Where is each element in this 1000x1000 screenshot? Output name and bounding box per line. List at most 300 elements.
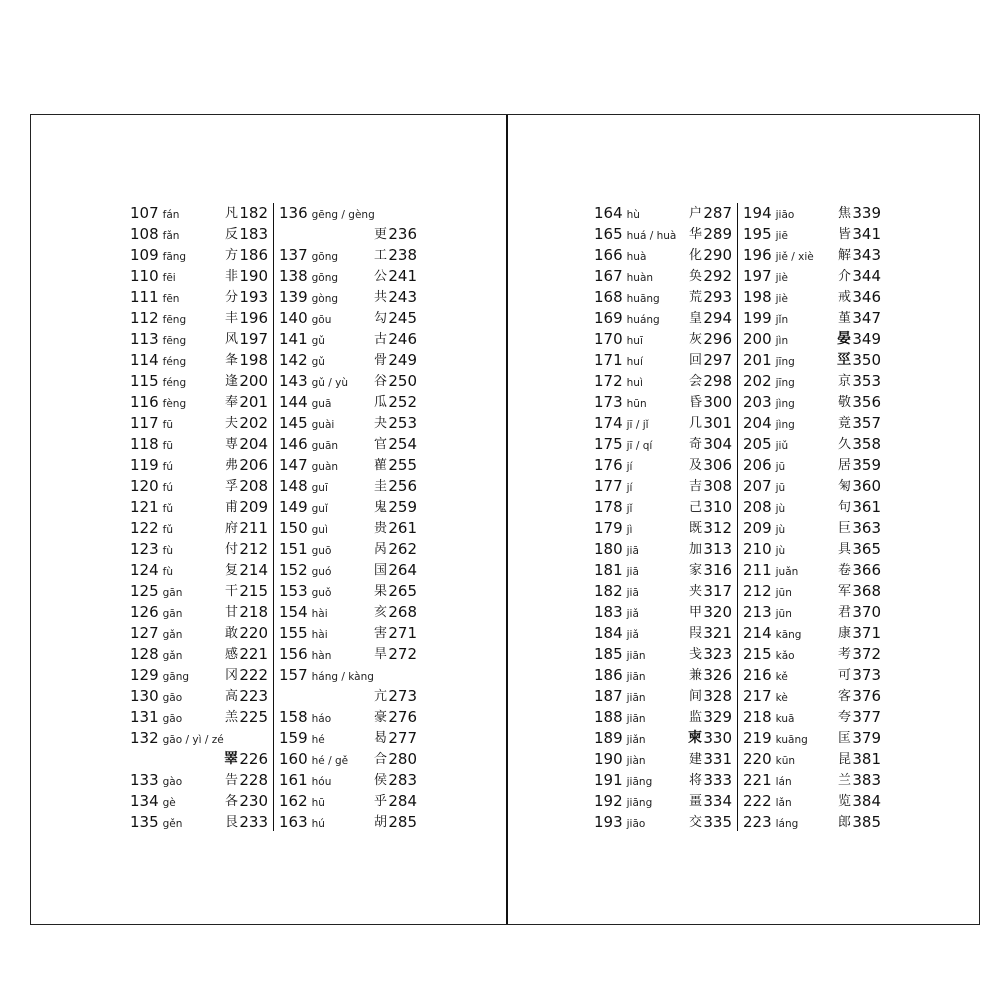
entry-number-text: 197: [743, 267, 772, 285]
right-page-column-divider: [737, 203, 738, 831]
entry-pinyin: fèng: [162, 398, 187, 410]
index-entry: [743, 581, 883, 602]
entry-character: 可: [837, 668, 851, 683]
entry-character: 凡: [224, 206, 238, 221]
entry-number: [594, 707, 646, 730]
entry-page-number: 284: [388, 792, 417, 810]
index-entry: [130, 476, 270, 497]
entry-number-text: 216: [743, 666, 772, 684]
entry-number: [594, 518, 632, 541]
entry-number-text: 195: [743, 225, 772, 243]
entry-character: 害: [373, 626, 387, 641]
entry-pinyin: féng: [162, 356, 187, 368]
entry-page-number: 238: [388, 246, 417, 264]
index-entry: [594, 434, 734, 455]
entry-page-number: 241: [388, 267, 417, 285]
entry-number: [594, 308, 660, 331]
entry-pinyin: jiān: [626, 713, 646, 725]
entry-number-text: 211: [743, 561, 772, 579]
entry-number-text: 192: [594, 792, 623, 810]
entry-number-text: 149: [279, 498, 308, 516]
entry-number: [594, 245, 646, 268]
entry-character: 胡: [373, 815, 387, 830]
entry-character: 付: [224, 542, 238, 557]
entry-number-text: 157: [279, 666, 308, 684]
index-entry: [743, 770, 883, 791]
entry-character: 军: [837, 584, 851, 599]
index-entry: [279, 707, 419, 728]
entry-page-number: 328: [703, 687, 732, 705]
entry-character: 巨: [837, 521, 851, 536]
entry-pinyin: gòng: [311, 293, 339, 305]
entry-number-text: 162: [279, 792, 308, 810]
entry-character: 康: [837, 626, 851, 641]
entry-character: 圭: [373, 479, 387, 494]
entry-character: 奉: [224, 395, 238, 410]
right-page-index-column-1: [594, 203, 734, 833]
entry-pinyin: guó: [311, 566, 332, 578]
entry-character: 居: [837, 458, 851, 473]
entry-number-text: 177: [594, 477, 623, 495]
entry-pinyin: huí: [626, 356, 643, 368]
entry-number-text: 159: [279, 729, 308, 747]
entry-number: [130, 245, 186, 268]
index-entry: [743, 476, 883, 497]
entry-number-text: 176: [594, 456, 623, 474]
entry-pinyin: guā: [311, 398, 332, 410]
entry-number: [743, 602, 792, 625]
entry-number: [130, 455, 173, 478]
index-entry: [743, 308, 883, 329]
entry-page-number: 312: [703, 519, 732, 537]
entry-number: [743, 350, 795, 373]
entry-number: [594, 413, 649, 436]
entry-number: [743, 644, 795, 667]
entry-page-number: 245: [388, 309, 417, 327]
entry-pinyin: jí: [626, 482, 633, 494]
entry-character: 甲: [688, 605, 702, 620]
entry-number-text: 135: [130, 813, 159, 831]
entry-number-text: 139: [279, 288, 308, 306]
entry-number: [279, 287, 338, 310]
entry-page-number: 200: [239, 372, 268, 390]
entry-page-number: 294: [703, 309, 732, 327]
entry-number: [743, 728, 808, 751]
index-entry: [743, 644, 883, 665]
entry-pinyin: jiǎn: [626, 734, 646, 746]
entry-page-number: 209: [239, 498, 268, 516]
entry-page-number: 339: [852, 204, 881, 222]
entry-pinyin: guō: [311, 545, 332, 557]
entry-character: 交: [688, 815, 702, 830]
entry-number-text: 141: [279, 330, 308, 348]
index-entry: [743, 602, 883, 623]
entry-number-text: 122: [130, 519, 159, 537]
entry-character: 弗: [224, 458, 238, 473]
entry-number: [594, 749, 646, 772]
entry-page-number: 202: [239, 414, 268, 432]
entry-page-number: 323: [703, 645, 732, 663]
entry-number-text: 178: [594, 498, 623, 516]
entry-character: 解: [837, 248, 851, 263]
entry-character: 逢: [224, 374, 238, 389]
entry-number-text: 180: [594, 540, 623, 558]
entry-character: 夹: [688, 584, 702, 599]
index-entry: [130, 350, 270, 371]
entry-number-text: 124: [130, 561, 159, 579]
entry-pinyin: jǐ: [626, 503, 633, 515]
entry-number-text: 133: [130, 771, 159, 789]
index-entry: [130, 497, 270, 518]
entry-number-text: 113: [130, 330, 159, 348]
entry-number-text: 181: [594, 561, 623, 579]
entry-pinyin: gān: [162, 587, 183, 599]
entry-number: [279, 749, 348, 772]
entry-pinyin: jiān: [626, 650, 646, 662]
entry-number-text: 109: [130, 246, 159, 264]
entry-character: 古: [373, 332, 387, 347]
index-entry: [279, 455, 419, 476]
entry-character: 奇: [688, 437, 702, 452]
entry-pinyin: hé: [311, 734, 325, 746]
entry-number-text: 212: [743, 582, 772, 600]
entry-page-number: 268: [388, 603, 417, 621]
index-entry: [743, 350, 883, 371]
entry-pinyin: kāng: [775, 629, 802, 641]
entry-pinyin: jiān: [626, 671, 646, 683]
entry-page-number: 243: [388, 288, 417, 306]
entry-character: 监: [688, 710, 702, 725]
entry-number: [743, 791, 792, 814]
index-entry: [279, 371, 419, 392]
entry-number: [279, 392, 331, 415]
entry-character: 夸: [837, 710, 851, 725]
entry-pinyin: fēn: [162, 293, 180, 305]
index-entry: [594, 392, 734, 413]
entry-number-text: 187: [594, 687, 623, 705]
index-entry: [594, 287, 734, 308]
entry-character: 公: [373, 269, 387, 284]
index-entry: [743, 224, 883, 245]
entry-page-number: 249: [388, 351, 417, 369]
entry-character: 夆: [224, 353, 238, 368]
entry-number: [743, 518, 785, 541]
entry-character: 奂: [688, 269, 702, 284]
entry-page-number: 280: [388, 750, 417, 768]
entry-page-number: 347: [852, 309, 881, 327]
entry-number-text: 136: [279, 204, 308, 222]
entry-pinyin: kuā: [775, 713, 795, 725]
index-entry: [130, 665, 270, 686]
entry-page-number: 317: [703, 582, 732, 600]
entry-page-number: 359: [852, 456, 881, 474]
index-entry: [279, 308, 419, 329]
entry-page-number: 344: [852, 267, 881, 285]
entry-pinyin: lán: [775, 776, 792, 788]
entry-number-text: 164: [594, 204, 623, 222]
entry-page-number: 371: [852, 624, 881, 642]
entry-number-text: 209: [743, 519, 772, 537]
entry-pinyin: jūn: [775, 587, 792, 599]
entry-pinyin: gǎn: [162, 650, 183, 662]
entry-pinyin: gōng: [311, 251, 339, 263]
entry-page-number: 360: [852, 477, 881, 495]
entry-number: [594, 392, 647, 415]
entry-pinyin: hú: [311, 818, 325, 830]
entry-character: 曷: [373, 731, 387, 746]
entry-character: 共: [373, 290, 387, 305]
entry-number: [130, 287, 179, 310]
entry-number-text: 147: [279, 456, 308, 474]
entry-pinyin: jū: [775, 482, 786, 494]
entry-pinyin: gān: [162, 608, 183, 620]
index-entry: [594, 476, 734, 497]
entry-number-text: 116: [130, 393, 159, 411]
entry-page-number: 186: [239, 246, 268, 264]
entry-number-text: 175: [594, 435, 623, 453]
index-entry: [594, 791, 734, 812]
entry-character: 亢: [373, 689, 387, 704]
entry-number-text: 213: [743, 603, 772, 621]
entry-character: 旱: [373, 647, 387, 662]
entry-number: [130, 308, 186, 331]
entry-page-number: 372: [852, 645, 881, 663]
entry-number-text: 208: [743, 498, 772, 516]
entry-character: 复: [224, 563, 238, 578]
entry-pinyin: kuāng: [775, 734, 808, 746]
entry-number: [279, 623, 328, 646]
entry-character: 风: [224, 332, 238, 347]
entry-character: 艮: [224, 815, 238, 830]
index-entry: [594, 518, 734, 539]
entry-number: [279, 455, 338, 478]
index-entry: [594, 581, 734, 602]
index-entry: [743, 455, 883, 476]
entry-pinyin: jiāng: [626, 776, 653, 788]
entry-page-number: 379: [852, 729, 881, 747]
entry-number: [279, 266, 338, 289]
left-page-index-column-1: [130, 203, 270, 833]
entry-pinyin: fū: [162, 419, 173, 431]
index-entry: [594, 812, 734, 833]
entry-pinyin: fú: [162, 461, 173, 473]
entry-number-text: 151: [279, 540, 308, 558]
entry-character: 匡: [837, 731, 851, 746]
entry-pinyin: gāo: [162, 713, 183, 725]
book-spread: [30, 114, 980, 925]
entry-character: 兰: [837, 773, 851, 788]
entry-character: 晏: [837, 331, 851, 347]
entry-page-number: 197: [239, 330, 268, 348]
index-entry: [743, 560, 883, 581]
entry-number-text: 154: [279, 603, 308, 621]
index-entry: [130, 539, 270, 560]
entry-number: [743, 245, 814, 268]
entry-number: [594, 224, 676, 247]
entry-number: [279, 203, 375, 226]
right-page-index-column-2: [743, 203, 883, 833]
index-entry: [279, 476, 419, 497]
entry-number-text: 167: [594, 267, 623, 285]
index-entry: [130, 749, 270, 770]
entry-page-number: 383: [852, 771, 881, 789]
entry-character: 甫: [224, 500, 238, 515]
entry-page-number: 308: [703, 477, 732, 495]
entry-page-number: 326: [703, 666, 732, 684]
entry-number: [594, 581, 639, 604]
index-entry: [130, 602, 270, 623]
entry-pinyin: jī / jǐ: [626, 419, 649, 431]
entry-pinyin: gēng / gèng: [311, 209, 375, 221]
index-entry: [279, 434, 419, 455]
entry-character: 句: [837, 500, 851, 515]
index-entry: [594, 308, 734, 329]
entry-number-text: 186: [594, 666, 623, 684]
entry-number-text: 204: [743, 414, 772, 432]
index-entry: [279, 518, 419, 539]
index-entry: [279, 623, 419, 644]
entry-number: [130, 560, 173, 583]
entry-character: 感: [224, 647, 238, 662]
index-entry: [279, 728, 419, 749]
entry-page-number: 301: [703, 414, 732, 432]
entry-page-number: 341: [852, 225, 881, 243]
entry-page-number: 182: [239, 204, 268, 222]
entry-pinyin: hé / gě: [311, 755, 349, 767]
entry-number-text: 206: [743, 456, 772, 474]
entry-page-number: 366: [852, 561, 881, 579]
entry-number-text: 193: [594, 813, 623, 831]
entry-pinyin: kě: [775, 671, 788, 683]
entry-number: [743, 749, 795, 772]
entry-character: 鬼: [373, 500, 387, 515]
index-entry: [279, 812, 419, 833]
entry-number-text: 160: [279, 750, 308, 768]
entry-number: [743, 329, 788, 352]
entry-page-number: 321: [703, 624, 732, 642]
entry-page-number: 365: [852, 540, 881, 558]
entry-number-text: 108: [130, 225, 159, 243]
entry-number-text: 144: [279, 393, 308, 411]
entry-page-number: 297: [703, 351, 732, 369]
index-entry: [594, 623, 734, 644]
entry-page-number: 298: [703, 372, 732, 390]
entry-page-number: 211: [239, 519, 268, 537]
entry-number-text: 145: [279, 414, 308, 432]
entry-pinyin: jiě / xiè: [775, 251, 814, 263]
entry-page-number: 373: [852, 666, 881, 684]
index-entry: [743, 539, 883, 560]
entry-number: [130, 707, 182, 730]
entry-pinyin: jīng: [775, 356, 795, 368]
entry-character: 久: [837, 437, 851, 452]
entry-number-text: 161: [279, 771, 308, 789]
entry-number-text: 107: [130, 204, 159, 222]
entry-page-number: 262: [388, 540, 417, 558]
entry-pinyin: gǎn: [162, 629, 183, 641]
entry-character: 兼: [688, 668, 702, 683]
entry-character: 户: [688, 206, 702, 221]
entry-character: 戋: [688, 647, 702, 662]
entry-character: 叚: [688, 626, 702, 641]
entry-page-number: 333: [703, 771, 732, 789]
entry-pinyin: jìn: [775, 335, 789, 347]
page-gutter-divider: [506, 115, 508, 924]
entry-pinyin: kūn: [775, 755, 796, 767]
entry-page-number: 276: [388, 708, 417, 726]
entry-page-number: 190: [239, 267, 268, 285]
entry-number-text: 115: [130, 372, 159, 390]
index-entry: [130, 434, 270, 455]
entry-page-number: 331: [703, 750, 732, 768]
entry-number-text: 150: [279, 519, 308, 537]
entry-number-text: 111: [130, 288, 159, 306]
entry-number-text: 223: [743, 813, 772, 831]
entry-number: [279, 644, 331, 667]
entry-pinyin: fù: [162, 545, 173, 557]
entry-pinyin: jù: [775, 503, 786, 515]
entry-number-text: 130: [130, 687, 159, 705]
index-entry: [743, 791, 883, 812]
entry-character: 更: [373, 227, 387, 242]
index-entry: [130, 791, 270, 812]
entry-number-text: 194: [743, 204, 772, 222]
index-entry: [743, 434, 883, 455]
entry-number-text: 196: [743, 246, 772, 264]
entry-number: [130, 329, 186, 352]
entry-number: [279, 413, 334, 436]
entry-number: [743, 581, 792, 604]
entry-number: [130, 602, 182, 625]
index-entry: [279, 224, 419, 245]
entry-number-text: 138: [279, 267, 308, 285]
entry-number: [594, 665, 646, 688]
entry-number-text: 191: [594, 771, 623, 789]
entry-character: 骨: [373, 353, 387, 368]
entry-character: 分: [224, 290, 238, 305]
entry-character: 及: [688, 458, 702, 473]
index-entry: [594, 686, 734, 707]
entry-character: 畺: [688, 794, 702, 809]
index-entry: [594, 560, 734, 581]
entry-number: [743, 203, 794, 226]
index-entry: [743, 518, 883, 539]
index-entry: [279, 203, 419, 224]
entry-number-text: 119: [130, 456, 159, 474]
entry-page-number: 228: [239, 771, 268, 789]
entry-number: [743, 665, 788, 688]
entry-page-number: 377: [852, 708, 881, 726]
index-entry: [130, 770, 270, 791]
entry-number-text: 215: [743, 645, 772, 663]
entry-pinyin: jiāo: [626, 818, 646, 830]
entry-number: [130, 518, 173, 541]
entry-character: 荒: [688, 290, 702, 305]
entry-page-number: 250: [388, 372, 417, 390]
index-entry: [279, 686, 419, 707]
entry-page-number: 290: [703, 246, 732, 264]
entry-pinyin: jiè: [775, 272, 788, 284]
entry-page-number: 349: [852, 330, 881, 348]
entry-page-number: 204: [239, 435, 268, 453]
entry-number: [130, 497, 173, 520]
entry-pinyin: hài: [311, 608, 328, 620]
index-entry: [279, 266, 419, 287]
index-entry: [743, 812, 883, 833]
entry-character: 豪: [373, 710, 387, 725]
entry-pinyin: fēng: [162, 314, 187, 326]
entry-page-number: 320: [703, 603, 732, 621]
